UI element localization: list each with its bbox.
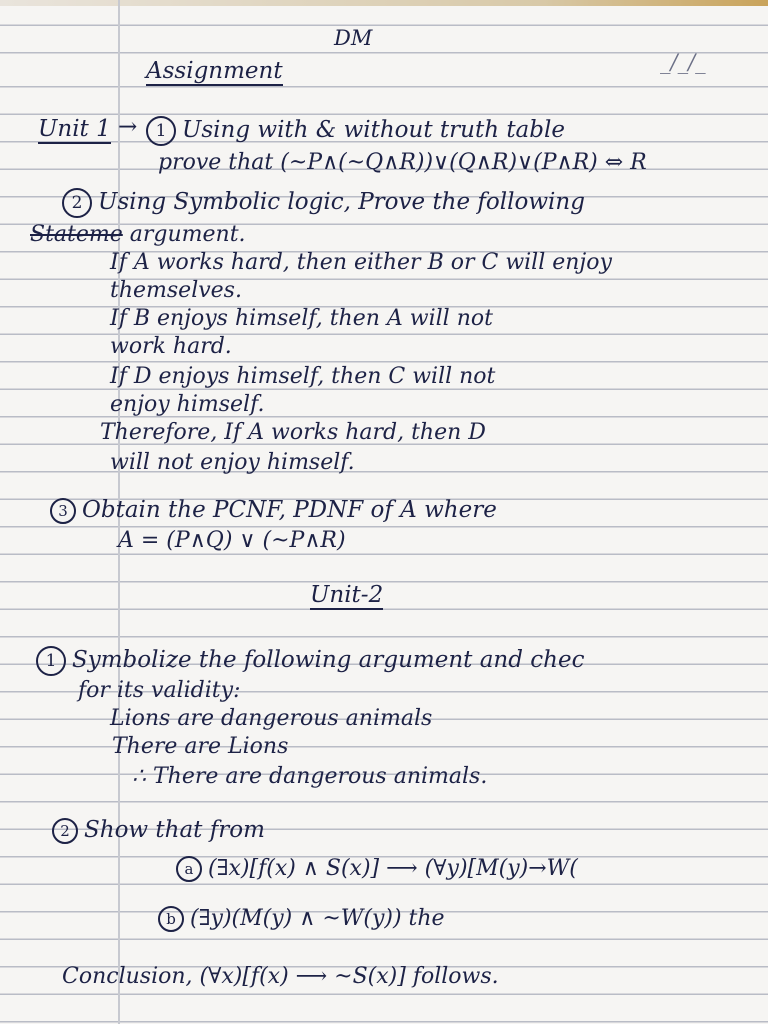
q2-statement-line: If A works hard, then either B or C will enjoy: [110, 250, 612, 275]
q2-statement-line: work hard.: [110, 334, 232, 359]
part-a-text: (∃x)[f(x) ∧ S(x)] ⟶ (∀y)[M(y)→W(: [208, 856, 578, 881]
u2q2-text: Show that from: [84, 817, 265, 843]
q-number-circle: 1: [146, 116, 176, 146]
page-title: Assignment: [146, 58, 283, 84]
u2q1-line: Lions are dangerous animals: [110, 706, 433, 731]
part-a-circle: a: [176, 856, 202, 882]
unit1-q3-line1: [50, 498, 497, 524]
unit2-q1-line1: [36, 646, 584, 676]
u2q1-line: for its validity:: [78, 678, 241, 703]
unit1-q2-line1: [62, 188, 585, 218]
part-b-circle: b: [158, 906, 184, 932]
subject-heading: DM: [334, 26, 373, 50]
q-number-circle: 3: [50, 498, 76, 524]
q1-text: Using with & without truth table: [182, 117, 565, 143]
q2-statement-line: If D enjoys himself, then C will not: [110, 364, 496, 389]
part-b-text: (∃y)(M(y) ∧ ~W(y)) the: [190, 906, 445, 931]
q2-statement-line: will not enjoy himself.: [110, 450, 355, 475]
u2q2-conclusion: Conclusion, (∀x)[f(x) ⟶ ~S(x)] follows.: [62, 964, 499, 989]
struck-word: Stateme: [30, 222, 123, 247]
q2-text-rest: argument.: [129, 222, 246, 247]
u2q1-line: ∴ There are dangerous animals.: [132, 764, 488, 789]
unit2-q2-line1: [52, 818, 265, 844]
q2-statement-line: enjoy himself.: [110, 392, 265, 417]
q-number-circle: 2: [62, 188, 92, 218]
unit1-q1-line1: [146, 116, 565, 146]
q-number-circle: 2: [52, 818, 78, 844]
u2q2-part-b: [158, 906, 445, 932]
q-number-circle: 1: [36, 646, 66, 676]
u2q2-part-a: [176, 856, 578, 882]
q2-statement-line: Therefore, If A works hard, then D: [100, 420, 486, 445]
u2q1-text: Symbolize the following argument and chec: [72, 647, 585, 673]
q2-text: Using Symbolic logic, Prove the following: [98, 189, 585, 215]
q2-statement-line: themselves.: [110, 278, 242, 303]
unit1-q2-line2: [30, 224, 246, 246]
date-mark: _/_/_: [660, 50, 706, 74]
unit1-label: Unit 1: [38, 116, 111, 142]
page-edge: [0, 0, 768, 6]
q3-text: Obtain the PCNF, PDNF of A where: [82, 497, 497, 523]
q2-statement-line: If B enjoys himself, then A will not: [110, 306, 493, 331]
unit1-arrow: →: [118, 114, 138, 140]
unit1-q1-line2: prove that (~P∧(~Q∧R))∨(Q∧R)∨(P∧R) ⇔ R: [158, 150, 647, 175]
unit2-label: Unit-2: [310, 582, 384, 608]
u2q1-line: There are Lions: [112, 734, 289, 759]
unit1-q3-line2: A = (P∧Q) ∨ (~P∧R): [118, 528, 346, 553]
